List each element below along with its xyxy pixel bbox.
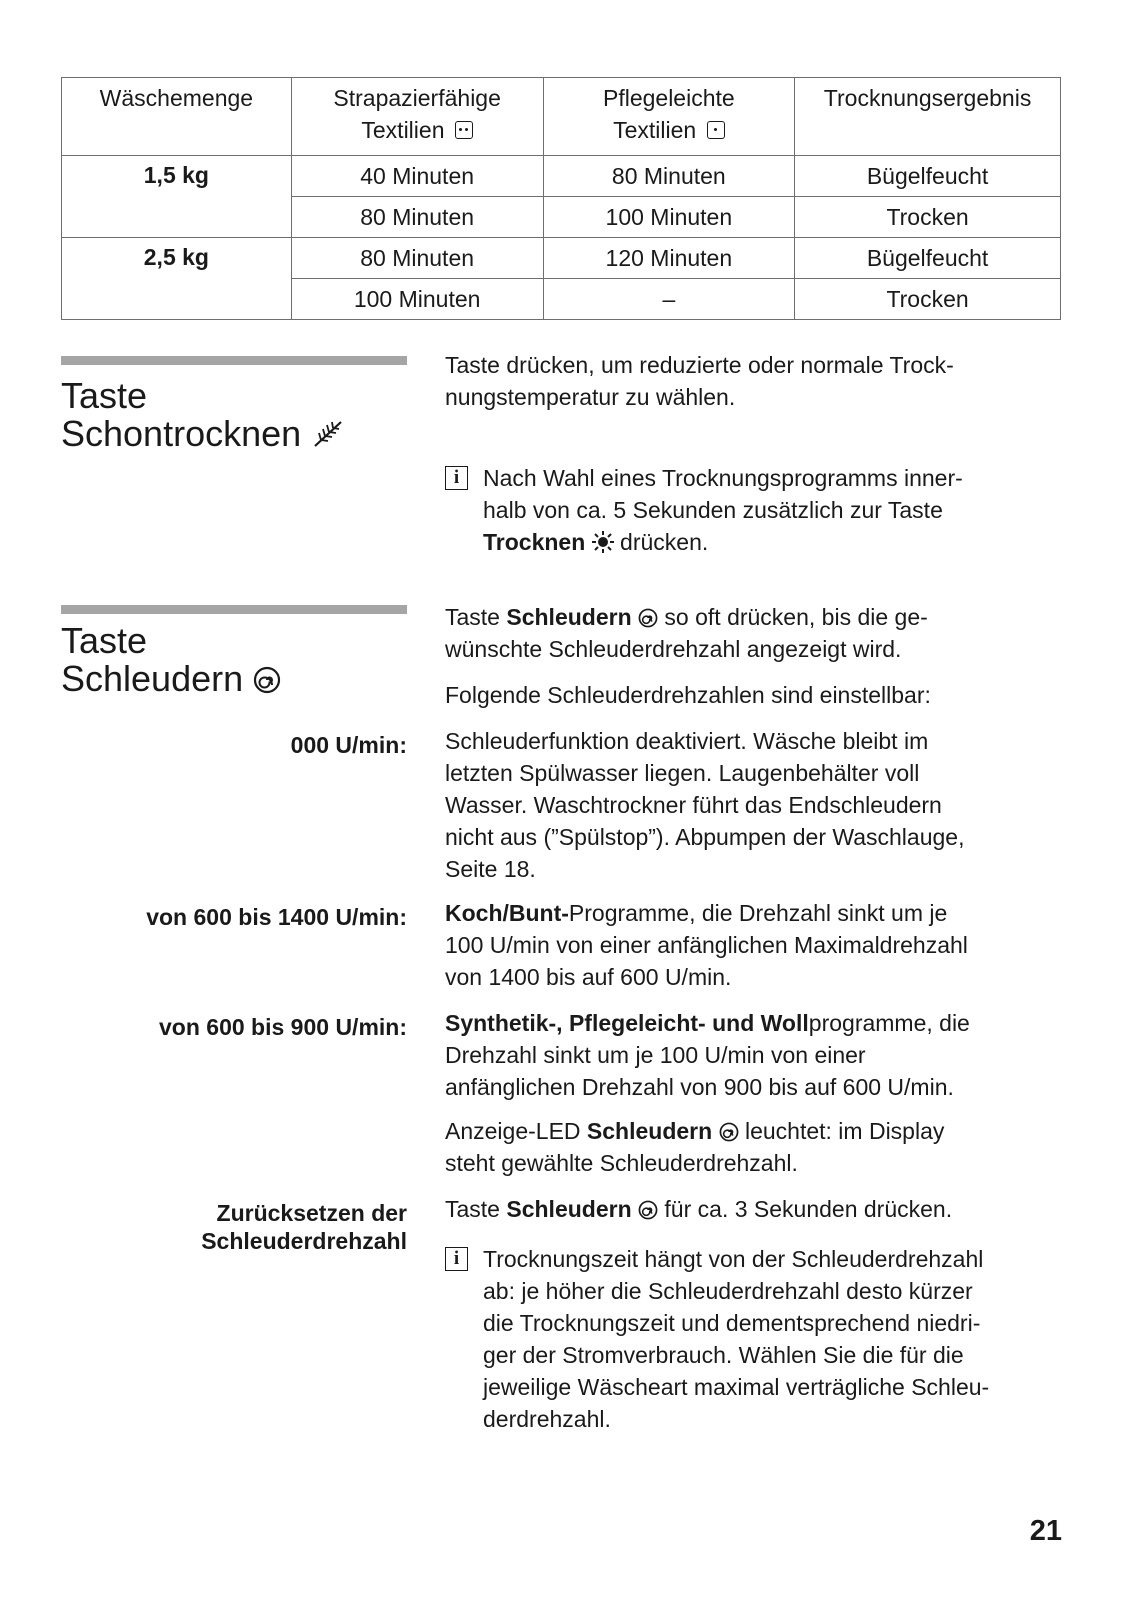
table-cell: Trocken <box>795 279 1061 320</box>
schleudern-options-intro: Folgende Schleuderdrehzahlen sind einstellbar: <box>445 682 931 708</box>
reset-label: Zurücksetzen der Schleuderdrehzahl <box>201 1200 407 1254</box>
info-note: i Nach Wahl eines Trocknungsprogramms inner- halb von ca. 5 Sekunden zusätzlich zur Taste Trocknen drücken. <box>445 462 1075 558</box>
load-cell: 2,5 kg <box>62 238 292 320</box>
table-cell: 40 Minuten <box>291 156 543 197</box>
table-cell: Bügelfeucht <box>795 156 1061 197</box>
table-cell: – <box>543 279 795 320</box>
schontrocknen-description: Taste drücken, um reduzierte oder normale Trock- nungstemperatur zu wählen. <box>445 352 954 410</box>
header-cell: Trocknungsergebnis <box>795 78 1061 156</box>
drying-time-table <box>61 77 1061 320</box>
header-cell: Strapazierfähige Textilien <box>291 78 543 156</box>
table-header-row <box>62 78 1061 156</box>
section-title-schleudern: Taste Schleudern <box>61 622 281 698</box>
spin-spiral-icon <box>719 1122 739 1142</box>
table-cell: 80 Minuten <box>543 156 795 197</box>
section-title-schontrocknen: Taste Schontrocknen <box>61 377 345 453</box>
table-cell: 120 Minuten <box>543 238 795 279</box>
tumble-dry-two-dots-icon <box>455 121 473 139</box>
table-row <box>62 238 1061 279</box>
info-box-icon: i <box>445 466 468 490</box>
sun-icon <box>592 531 614 553</box>
table-cell: Bügelfeucht <box>795 238 1061 279</box>
table-cell: 100 Minuten <box>543 197 795 238</box>
speed-label: von 600 bis 900 U/min: <box>159 1014 407 1040</box>
table-cell: 100 Minuten <box>291 279 543 320</box>
table-cell: 80 Minuten <box>291 197 543 238</box>
speed-description: Synthetik-, Pflegeleicht- und Wollprogramme, die Drehzahl sinkt um je 100 U/min von einer anfänglichen Drehzahl von 900 bis auf 600 U/min. <box>445 1010 970 1100</box>
speed-description: Schleuderfunktion deaktiviert. Wäsche bleibt im letzten Spülwasser liegen. Laugenbehälter voll Wasser. Waschtrockner führt das Endschleudern nicht aus (”Spülstop”). Abpumpen der Waschlauge, Seite 18. <box>445 728 965 882</box>
spin-spiral-icon <box>253 666 281 694</box>
speed-description: Koch/Bunt-Programme, die Drehzahl sinkt um je 100 U/min von einer anfänglichen Maximaldrehzahl von 1400 bis auf 600 U/min. <box>445 900 968 990</box>
page-number: 21 <box>1029 1515 1062 1547</box>
speed-label: von 600 bis 1400 U/min: <box>146 904 407 930</box>
section-divider <box>61 356 407 365</box>
schleudern-intro: Taste Schleudern so oft drücken, bis die ge- wünschte Schleuderdrehzahl angezeigt wird. <box>445 604 928 662</box>
speed-label: 000 U/min: <box>290 732 407 758</box>
table-cell: Trocken <box>795 197 1061 238</box>
table-row <box>62 156 1061 197</box>
section-divider <box>61 605 407 614</box>
feather-icon <box>311 419 345 449</box>
table-cell: 80 Minuten <box>291 238 543 279</box>
spin-spiral-icon <box>638 1200 658 1220</box>
load-cell: 1,5 kg <box>62 156 292 238</box>
info-box-icon: i <box>445 1247 468 1271</box>
reset-description: Taste Schleudern für ca. 3 Sekunden drücken. <box>445 1196 953 1222</box>
spin-spiral-icon <box>638 608 658 628</box>
header-cell: Wäschemenge <box>62 78 292 156</box>
header-cell: Pflegeleichte Textilien <box>543 78 795 156</box>
led-description: Anzeige-LED Schleudern leuchtet: im Display steht gewählte Schleuderdrehzahl. <box>445 1118 945 1176</box>
tumble-dry-one-dot-icon <box>707 121 725 139</box>
info-note: i Trocknungszeit hängt von der Schleuderdrehzahl ab: je höher die Schleuderdrehzahl desto kürzer die Trocknungszeit und dementsprechend niedri- ger der Stromverbrauch. Wählen Sie die für die jeweilige Wäscheart maximal verträgliche Schleu- derdrehzahl. <box>445 1243 1075 1435</box>
